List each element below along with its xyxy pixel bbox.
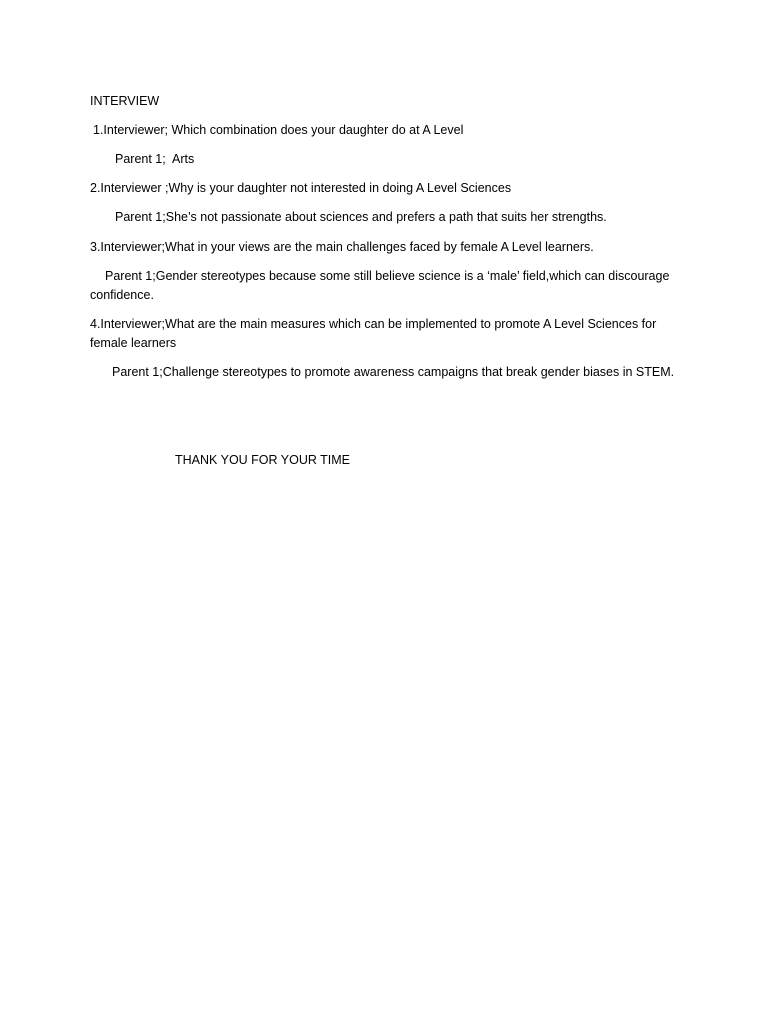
question-1: 1.Interviewer; Which combination does your daughter do at A Level: [93, 123, 464, 137]
answer-3-line-2: confidence.: [90, 288, 154, 302]
answer-4: Parent 1;Challenge stereotypes to promote awareness campaigns that break gender biases in STEM.: [112, 365, 675, 379]
answer-1: Parent 1; Arts: [115, 152, 195, 166]
document-title: INTERVIEW: [90, 94, 160, 108]
question-2: 2.Interviewer ;Why is your daughter not interested in doing A Level Sciences: [90, 181, 512, 195]
closing-line: THANK YOU FOR YOUR TIME: [175, 453, 351, 467]
question-4-line-1: 4.Interviewer;What are the main measures which can be implemented to promote A Level Sciences for: [90, 317, 657, 331]
question-4-line-2: female learners: [90, 336, 177, 350]
question-3: 3.Interviewer;What in your views are the main challenges faced by female A Level learners.: [90, 240, 594, 254]
answer-2: Parent 1;She’s not passionate about sciences and prefers a path that suits her strengths.: [115, 210, 607, 224]
answer-3-line-1: Parent 1;Gender stereotypes because some still believe science is a ‘male’ field,which can discourage: [105, 269, 670, 283]
